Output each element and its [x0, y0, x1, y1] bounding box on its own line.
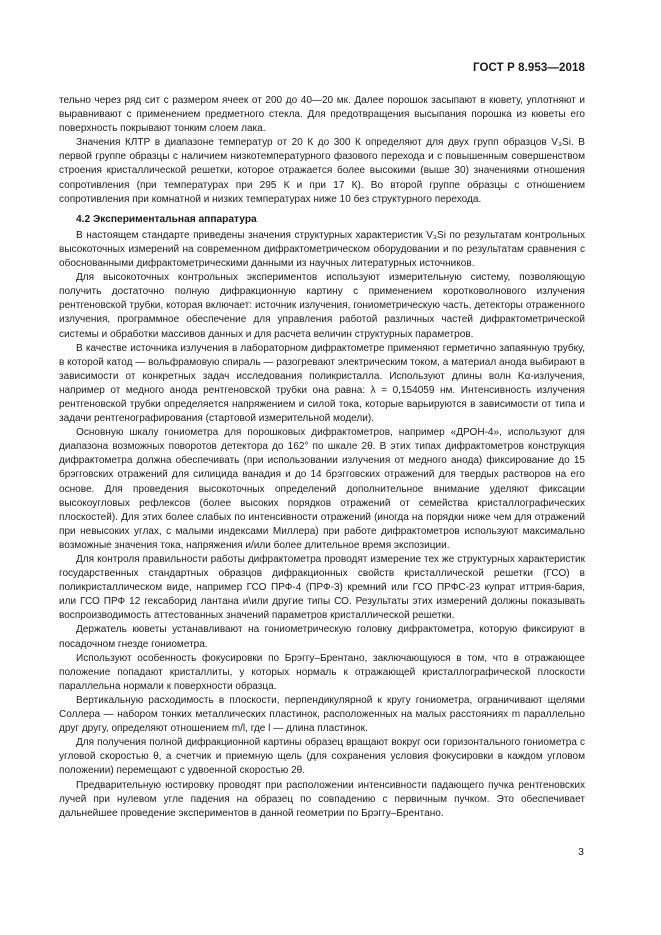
paragraph: В качестве источника излучения в лабораторном дифрактометре применяют герметично запаянную трубку, в которой катод — вольфрамовую спираль — разогревают электрическим током, а материал анода выбирают в зависимости от конкретных задач исследования поликристалла. Используют длины волн Kα-излучения, например от медного анода рентгеновской трубки она равна: λ = 0,154059 нм. Интенсивность излучения рентгеновской трубки определяется напряжением и силой тока, которые варьируются в зависимости от типа и задачи рентгенографирования (стартовой измерительной модели).	[59, 342, 585, 425]
paragraph: Используют особенность фокусировки по Брэггу–Брентано, заключающуюся в том, что в отражающее положение попадают кристаллиты, у которых нормаль к отражающей кристаллографической плоскости параллельна нормали к поверхности образца.	[59, 652, 585, 692]
paragraph: Для контроля правильности работы дифрактометра проводят измерение тех же структурных характеристик государственных стандартных образцов дифракционных свойств кристаллической решетки (ГСО) в поликристаллическом виде, например ГСО ПРФ-4 (ПРФ-3) кремний или ГСО ПРФС-23 купрат иттрия-бария, или ГСО ПРФ 12 гексаборид лантана и\или другие типы СО. Результаты этих измерений должны показывать воспроизводимость аттестованных значений параметров кристаллической решетки.	[59, 554, 585, 622]
paragraph: Предварительную юстировку проводят при расположении интенсивности падающего пучка рентгеновских лучей при нулевом угле падения на образец по совпадению с первичным пучком. Это обеспечивает дальнейшее проведение экспериментов в данной геометрии по Брэггу–Брентано.	[59, 779, 585, 819]
standard-number-header: ГОСТ Р 8.953—2018	[473, 62, 585, 74]
paragraph: Основную шкалу гониометра для порошковых дифрактометров, например «ДРОН-4», используют для диапазона возможных поворотов детектора до 162° по шкале 2θ. В этих типах дифрактометров конструкция дифрактометра должна обеспечивать (при использовании излучения от медного анода) фиксирование до 15 брэгговских отражений для силицида ванадия и до 14 брэгговских отражений для твердых растворов на его основе. Для проведения высокоточных определений дополнительное внимание уделяют фиксации высокоугловых рефлексов (более высоких порядков отражений от семейства кристаллографических плоскостей). Для этих более слабых по интенсивности отражений (иногда на порядки ниже чем для отражений при невысоких углах, с малыми индексами Миллера) при работе дифрактометров используют максимально возможные значения тока, напряжения и/или более длительное время экспозиции.	[59, 427, 585, 551]
paragraph: Для высокоточных контрольных экспериментов используют измерительную систему, позволяющую получить достаточно полную дифракционную картину с применением коротковолнового излучения рентгеновской трубки, которая включает: источник излучения, гониометрическую часть, детекторы отраженного излучения, программное обеспечение для управления работой различных частей дифрактометрической системы и обработки массивов данных и для расчета величин структурных параметров.	[59, 272, 585, 340]
paragraph: Для получения полной дифракционной картины образец вращают вокруг оси горизонтального гониометра с угловой скоростью θ, а счетчик и приемную щель (для сохранения условия фокусировки в каждом угловом положении) перемещают с удвоенной скоростью 2θ.	[59, 737, 585, 777]
document-body	[59, 94, 585, 821]
paragraph: тельно через ряд сит с размером ячеек от 200 до 40—20 мк. Далее порошок засыпают в кювету, уплотняют и выравнивают с применением предметного стекла. Для предотвращения высыпания порошка из кюветы его поверхность покрывают тонким слоем лака.	[59, 95, 585, 135]
paragraph: Вертикальную расходимость в плоскости, перпендикулярной к кругу гониометра, ограничивают щелями Соллера — набором тонких металлических пластинок, расположенных на малых расстояниях m параллельно друг другу, определяют отношением m/l, где l — длина пластинок.	[59, 694, 585, 735]
paragraph: Значения КЛТР в диапазоне температур от 20 К до 300 К определяют для двух групп образцов V₃Si. В первой группе образцы с наличием низкотемпературного фазового перехода и с повышенным совершенством строения кристаллической решетки, которое отражается более высокими (выше 30) значениями отношения сопротивления (при температурах при 295 К и при 17 К). Во второй группе образцы с отношением сопротивления при комнатной и низких температурах ниже 10 без структурного перехода.	[59, 137, 585, 205]
paragraph: В настоящем стандарте приведены значения структурных характеристик V₃Si по результатам контрольных высокоточных измерений на современном дифрактометрическом оборудовании и по результатам сравнения с обоснованными дифрактометрическими данными из научных литературных источников.	[59, 229, 585, 270]
paragraph: Держатель кюветы устанавливают на гониометрическую головку дифрактометра, которую фиксируют в посадочном гнезде гониометра.	[59, 624, 585, 650]
section-heading: 4.2 Экспериментальная аппаратура	[76, 213, 257, 225]
page-number: 3	[578, 846, 584, 858]
